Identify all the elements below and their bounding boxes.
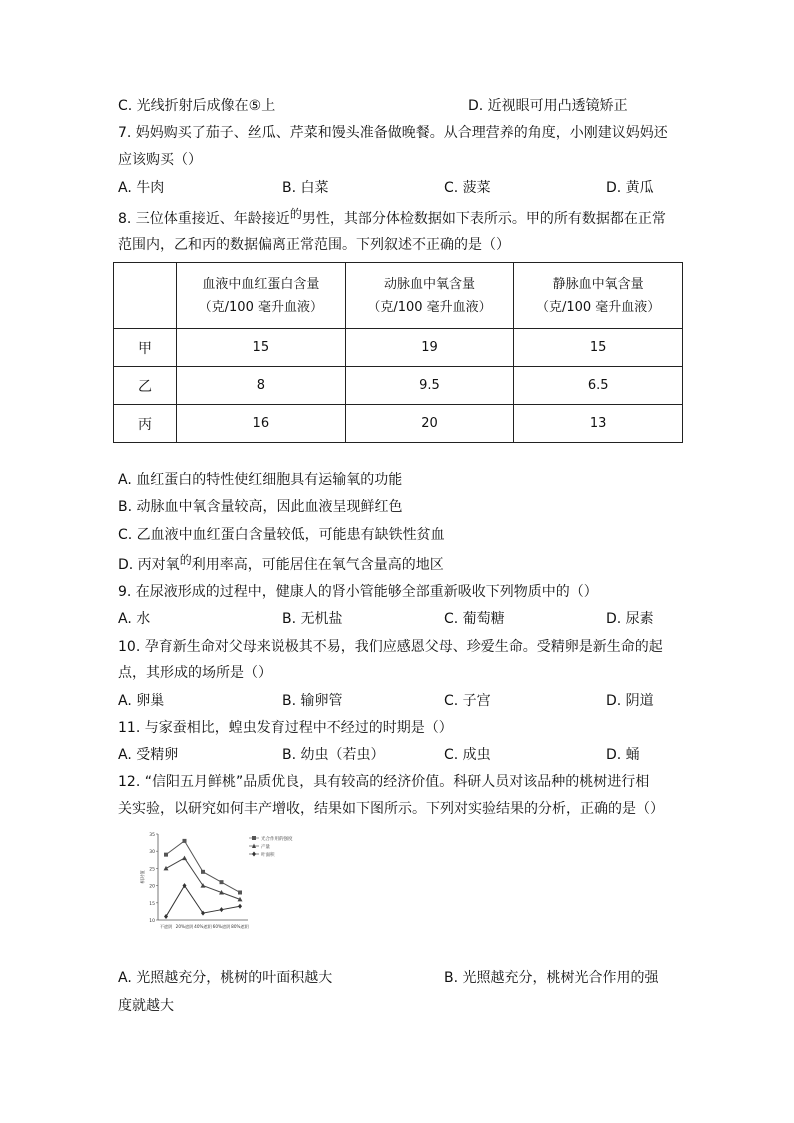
legend-label: 光合作用的强度 [261, 836, 293, 842]
q10-stem-line2: 点，其形成的场所是（） [118, 665, 272, 681]
q8-stem-line1 [118, 207, 666, 228]
y-tick-label: 20 [149, 884, 155, 890]
table-cell: 13 [514, 405, 683, 443]
x-tick-label: 60%遮阴 [212, 924, 231, 929]
table-header-arterial-oxygen: 动脉血中氧含量 （克/100 毫升血液） [345, 263, 514, 329]
table-cell: 19 [345, 329, 514, 367]
q8-option-c: C. 乙血液中血红蛋白含量较低，可能患有缺铁性贫血 [118, 527, 445, 543]
q8-stem-part1: 8. 三位体重接近、年龄接近 [118, 211, 290, 227]
q8-stem-sup: 的 [289, 207, 302, 221]
q11-option-c: C. 成虫 [444, 747, 491, 763]
table-cell: 6.5 [514, 367, 683, 405]
legend-label: 产量 [261, 844, 270, 850]
data-point [238, 890, 242, 894]
table-cell: 20 [345, 405, 514, 443]
table-corner-cell [114, 263, 177, 329]
q7-option-a: A. 牛肉 [118, 180, 165, 196]
table-cell: 16 [177, 405, 346, 443]
q11-option-a: A. 受精卵 [118, 747, 179, 763]
q6-option-d: D. 近视眼可用凸透镜矫正 [468, 98, 628, 114]
table-cell: 9.5 [345, 367, 514, 405]
q8-data-table [113, 262, 683, 443]
table-header-hemoglobin: 血液中血红蛋白含量 （克/100 毫升血液） [177, 263, 346, 329]
data-point [220, 907, 224, 912]
q7-stem-line1: 7. 妈妈购买了茄子、丝瓜、芹菜和馒头准备做晚餐。从合理营养的角度，小刚建议妈妈还 [118, 125, 668, 141]
row-label: 丙 [114, 405, 177, 443]
q7-option-c: C. 菠菜 [444, 180, 491, 196]
q9-stem: 9. 在尿液形成的过程中，健康人的肾小管能够全部重新吸收下列物质中的（） [118, 584, 598, 600]
q6-option-c: C. 光线折射后成像在⑤上 [118, 98, 276, 114]
legend-label: 叶面积 [261, 852, 275, 858]
q10-stem-line1: 10. 孕育新生命对父母来说极其不易，我们应感恩父母、珍爱生命。受精卵是新生命的起 [118, 639, 663, 655]
q9-option-b: B. 无机盐 [282, 611, 343, 627]
table-row [114, 367, 683, 405]
table-cell: 15 [177, 329, 346, 367]
x-tick-label: 不遮阴 [159, 924, 173, 929]
data-point [164, 853, 168, 857]
q8-option-d-sup: 的 [179, 553, 192, 567]
x-tick-label: 80%遮阴 [231, 924, 249, 929]
table-header-row [114, 263, 683, 329]
q7-stem-line2: 应该购买（） [118, 152, 202, 168]
data-point [182, 856, 187, 861]
q12-stem-line1: 12. “信阳五月鲜桃”品质优良，具有较高的经济价值。科研人员对该品种的桃树进行相 [118, 774, 650, 790]
q7-option-b: B. 白菜 [282, 180, 329, 196]
q8-stem-part2: 男性，其部分体检数据如下表所示。甲的所有数据都在正常 [301, 211, 666, 227]
data-point [183, 839, 187, 843]
x-tick-label: 40%遮阴 [194, 924, 212, 929]
q9-option-d: D. 尿素 [606, 611, 654, 627]
q8-option-d-part2: 利用率高，可能居住在氧气含量高的地区 [191, 557, 444, 573]
q7-option-d: D. 黄瓜 [606, 180, 654, 196]
data-point [220, 880, 224, 884]
q12-option-b-line1: B. 光照越充分，桃树光合作用的强 [444, 970, 659, 986]
data-point [201, 870, 205, 874]
y-tick-label: 25 [149, 867, 155, 873]
q8-stem-line2: 范围内，乙和丙的数据偏离正常范围。下列叙述不正确的是（） [118, 237, 510, 253]
q8-option-a: A. 血红蛋白的特性使红细胞具有运输氧的功能 [118, 472, 403, 488]
data-point [164, 866, 169, 871]
q11-stem: 11. 与家蚕相比，蝗虫发育过程中不经过的时期是（） [118, 720, 453, 736]
row-label: 甲 [114, 329, 177, 367]
y-tick-label: 10 [149, 919, 155, 924]
q10-option-c: C. 子宫 [444, 693, 491, 709]
q10-option-a: A. 卵巢 [118, 693, 165, 709]
table-row [114, 329, 683, 367]
table-cell: 15 [514, 329, 683, 367]
data-point [238, 904, 242, 909]
q11-option-b: B. 幼虫（若虫） [282, 747, 385, 763]
row-label: 乙 [114, 367, 177, 405]
y-tick-label: 30 [149, 850, 155, 856]
q12-line-chart [140, 828, 310, 936]
table-cell: 8 [177, 367, 346, 405]
table-row [114, 405, 683, 443]
q12-stem-line2: 关实验，以研究如何丰产增收，结果如下图所示。下列对实验结果的分析，正确的是（） [118, 801, 664, 817]
table-header-venous-oxygen: 静脉血中氧含量 （克/100 毫升血液） [514, 263, 683, 329]
y-tick-label: 15 [149, 901, 155, 907]
series-line [166, 858, 240, 899]
q8-option-d [118, 553, 444, 574]
y-tick-label: 35 [149, 833, 155, 838]
x-tick-label: 20%遮阴 [175, 924, 194, 929]
q11-option-d: D. 蛹 [606, 747, 640, 763]
q10-option-d: D. 阴道 [606, 693, 654, 709]
q12-option-b-line2: 度就越大 [118, 998, 174, 1014]
q9-option-c: C. 葡萄糖 [444, 611, 505, 627]
y-axis-label: 相对值 [141, 870, 146, 884]
q10-option-b: B. 输卵管 [282, 693, 343, 709]
q9-option-a: A. 水 [118, 611, 151, 627]
q8-option-d-part1: D. 丙对氧 [118, 557, 180, 573]
chart-svg [140, 828, 310, 936]
q8-option-b: B. 动脉血中氧含量较高，因此血液呈现鲜红色 [118, 499, 403, 515]
q12-option-a: A. 光照越充分，桃树的叶面积越大 [118, 970, 333, 986]
